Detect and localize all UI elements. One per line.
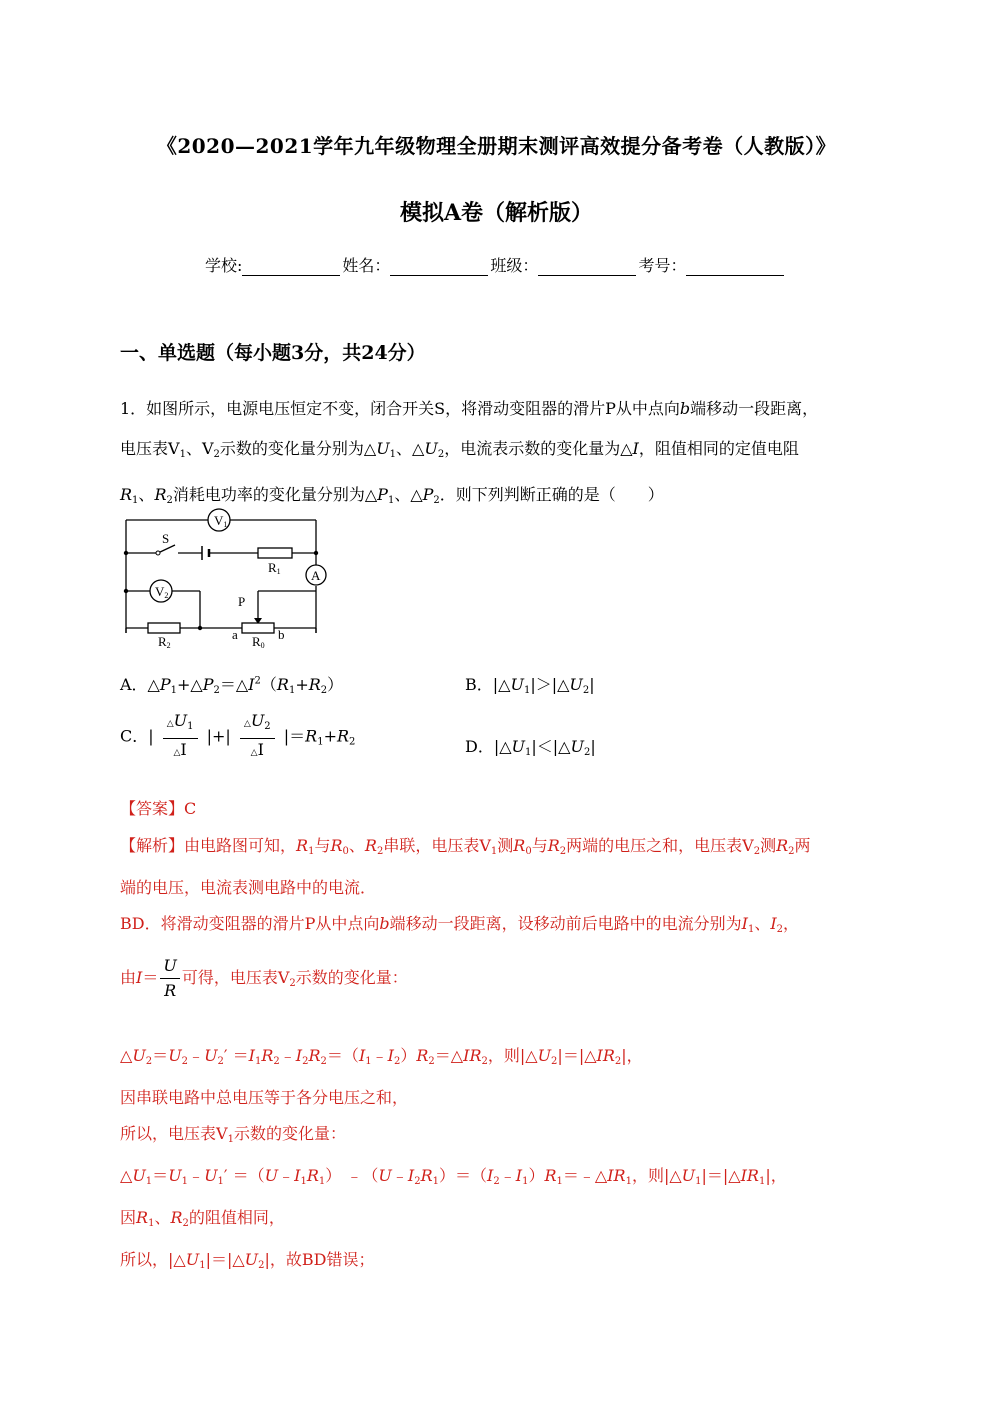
exam-number-blank bbox=[686, 257, 784, 276]
question-1-stem bbox=[120, 389, 890, 521]
slider-label: P bbox=[238, 594, 246, 609]
answer-value: C bbox=[184, 799, 197, 818]
circuit-diagram bbox=[118, 508, 333, 648]
analysis-line-9: 因$R_1$、$R_2$的阻值相同， bbox=[120, 1208, 285, 1229]
section-title: 一、单选题（每小题3分，共24分） bbox=[120, 342, 426, 364]
class-blank bbox=[538, 257, 636, 276]
resistor-r1 bbox=[258, 548, 292, 558]
junction-dot bbox=[198, 626, 202, 630]
analysis-line-5: $\triangle U_2=U_2﹣U_2'$ $=I_1R_2﹣I_2R_2=(I_1﹣I_2)R_2=\triangle IR_2$，则$|\triangle U_2|=|\triangle IR_2|$， bbox=[120, 1046, 643, 1067]
v1-label: V1 bbox=[214, 513, 228, 529]
answer-line bbox=[120, 796, 196, 819]
question-line-1: 1．如图所示，电源电压恒定不变，闭合开关S，将滑动变阻器的滑片P从中点向b端移动一段距离， bbox=[120, 399, 819, 418]
fraction-u-over-r: $\frac{U}{R}$ bbox=[160, 954, 179, 1003]
r2-label: R2 bbox=[158, 634, 171, 648]
school-blank bbox=[242, 257, 340, 276]
exam-number-label: 考号： bbox=[638, 256, 687, 275]
option-a[interactable]: A．$\triangle P_1+\triangle P_2=\triangle I^2(R_1+R_2)$ bbox=[120, 675, 344, 696]
class-label: 班级： bbox=[490, 256, 539, 275]
analysis-line-10: 所以，$|\triangle U_1|=|\triangle U_2|$，故BD错误； bbox=[120, 1250, 375, 1271]
school-label: 学校: bbox=[205, 256, 243, 275]
analysis-line-6: 因串联电路中总电压等于各分电压之和， bbox=[120, 1088, 409, 1107]
junction-dot bbox=[124, 551, 128, 555]
switch-pivot bbox=[156, 551, 160, 555]
answer-label: 【答案】 bbox=[120, 799, 185, 818]
analysis-block bbox=[120, 828, 890, 1284]
option-b[interactable]: B．$|\triangle U_1|>|\triangle U_2|$ bbox=[465, 675, 595, 696]
fraction-du2-di: $\frac{\triangle U_2}{\triangle I}$ bbox=[240, 710, 275, 764]
end-b-label: b bbox=[278, 627, 285, 642]
student-info-fields bbox=[205, 253, 786, 276]
analysis-line-7: 所以，电压表$V_1$示数的变化量： bbox=[120, 1124, 346, 1145]
rheostat-r0 bbox=[242, 623, 274, 633]
option-c[interactable]: C．| $\frac{\triangle U_1}{\triangle I}$ |+| $\frac{\triangle U_2}{\triangle I}$ $|=R_1+R_2$ bbox=[120, 710, 355, 764]
junction-dot bbox=[314, 551, 318, 555]
switch-label: S bbox=[162, 531, 170, 546]
question-line-2: 电压表$V_1$、$V_2$示数的变化量分别为$\triangle U_1$、$\triangle U_2$，电流表示数的变化量为△I，阻值相同的定值电阻 bbox=[120, 439, 799, 460]
r1-label: R1 bbox=[268, 560, 281, 576]
v2-label: V2 bbox=[155, 584, 169, 600]
analysis-line-3: BD．将滑动变阻器的滑片P从中点向b端移动一段距离，设移动前后电路中的电流分别为$I_1$、$I_2$， bbox=[120, 914, 800, 935]
analysis-line-8: $\triangle U_1=U_1﹣U_1'$ $=(U﹣I_1R_1)$ $﹣(U﹣I_2R_1)=(I_2﹣I_1)R_1=﹣\triangle IR_1$，则$|\triangle U_1|=|\triangle IR_1|$， bbox=[120, 1166, 787, 1187]
question-line-3: $R_1$、$R_2$消耗电功率的变化量分别为$\triangle P_1$、$\triangle P_2$．则下列判断正确的是（ ） bbox=[120, 485, 664, 506]
end-a-label: a bbox=[232, 627, 238, 642]
name-label: 姓名： bbox=[342, 256, 391, 275]
analysis-line-2: 端的电压，电流表测电路中的电流． bbox=[120, 878, 377, 897]
ammeter-label: A bbox=[311, 568, 321, 583]
option-d[interactable]: D．$|\triangle U_1|<|\triangle U_2|$ bbox=[465, 737, 596, 758]
fraction-du1-di: $\frac{\triangle U_1}{\triangle I}$ bbox=[163, 710, 198, 764]
junction-dot bbox=[124, 589, 128, 593]
name-blank bbox=[390, 257, 488, 276]
resistor-r2 bbox=[148, 623, 180, 633]
r0-label: R0 bbox=[252, 634, 265, 648]
document-title: 《2020—2021学年九年级物理全册期末测评高效提分备考卷（人教版）》 bbox=[156, 134, 837, 158]
document-subtitle: 模拟A卷（解析版） bbox=[399, 200, 594, 226]
analysis-line-4: 由I＝ $\frac{U}{R}$ 可得，电压表$V_2$示数的变化量： bbox=[120, 950, 890, 1012]
analysis-line-1: 【解析】由电路图可知，$R_1$与$R_0$、$R_2$串联，电压表$V_1$测$R_0$与$R_2$两端的电压之和，电压表$V_2$测$R_2$两 bbox=[120, 836, 811, 857]
